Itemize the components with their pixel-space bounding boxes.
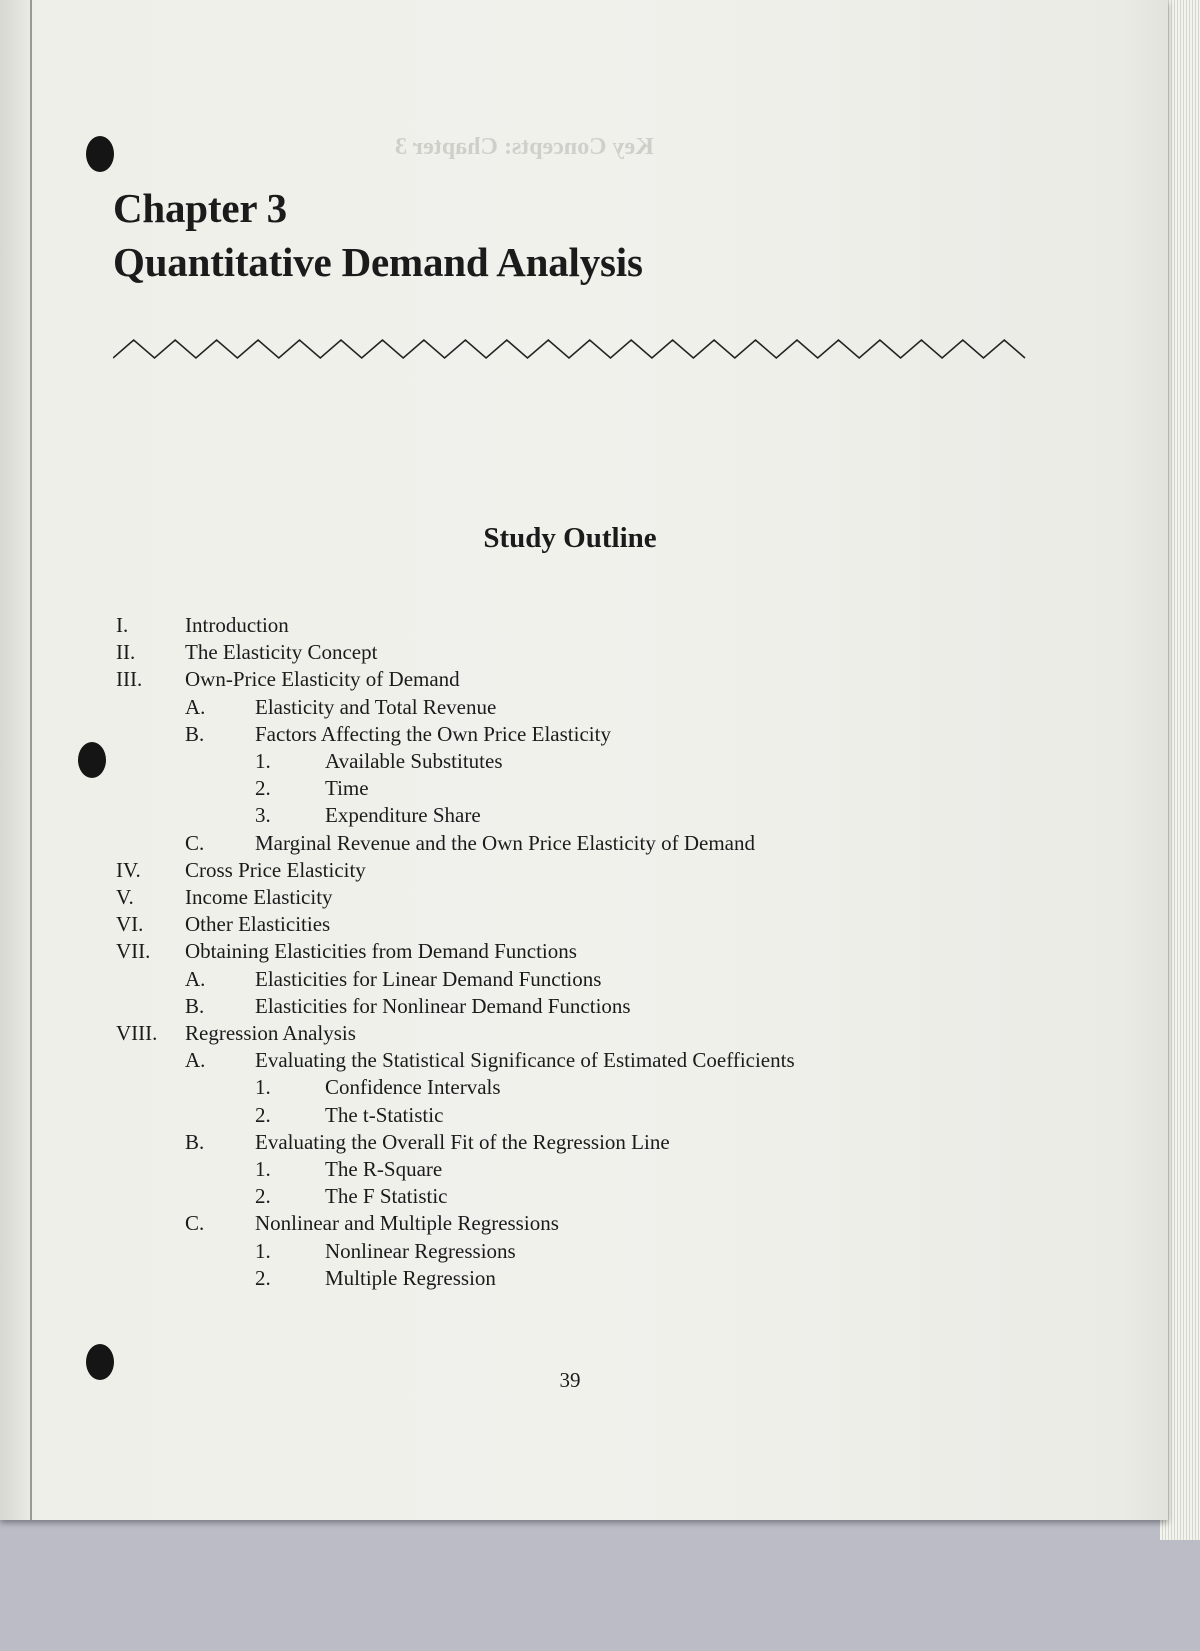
outline-item-label: A. xyxy=(185,966,206,991)
outline-item-label: IV. xyxy=(116,857,141,882)
zigzag-divider xyxy=(113,338,1028,362)
outline-item-label: 2. xyxy=(255,1265,271,1290)
outline-item-text: Cross Price Elasticity xyxy=(185,857,366,882)
outline-heading: Study Outline xyxy=(483,522,657,554)
outline-item-label: 1. xyxy=(255,1157,271,1181)
outline-item-text: Available Substitutes xyxy=(325,749,503,773)
outline-item-label: B. xyxy=(185,1129,205,1154)
outline-item-label: 2. xyxy=(255,1102,271,1127)
outline-item-text: Confidence Intervals xyxy=(325,1075,501,1100)
outline-item-text: Other Elasticities xyxy=(185,912,331,937)
outline-item-text: Nonlinear Regressions xyxy=(325,1238,516,1263)
outline-item-label: B. xyxy=(185,721,205,746)
outline-item-label: V. xyxy=(116,885,134,909)
outline-item-label: VII. xyxy=(116,939,151,964)
outline-item-label: C. xyxy=(185,1211,205,1236)
outline-item-label: II. xyxy=(116,640,136,665)
outline-item-text: Elasticities for Linear Demand Functions xyxy=(255,966,602,991)
outline-item-text: Regression Analysis xyxy=(185,1021,356,1045)
outline-item-text: The t-Statistic xyxy=(325,1102,444,1127)
outline-item-text: Marginal Revenue and the Own Price Elasticity of Demand xyxy=(255,830,755,855)
outline-item-text: The F Statistic xyxy=(325,1184,448,1209)
outline-item-label: 1. xyxy=(255,1238,271,1263)
outline-item-text: Income Elasticity xyxy=(185,885,333,909)
outline-item-label: VIII. xyxy=(116,1021,158,1045)
outline-item-text: Evaluating the Overall Fit of the Regression Line xyxy=(255,1129,670,1154)
outline-item-label: A. xyxy=(185,694,206,719)
outline-item-label: VI. xyxy=(116,912,144,937)
table-surface xyxy=(0,1515,1200,1651)
outline-item-label: 1. xyxy=(255,1075,271,1100)
outline-item-text: Elasticity and Total Revenue xyxy=(255,694,497,719)
outline-item-text: Expenditure Share xyxy=(325,803,481,828)
page-number: 39 xyxy=(559,1368,581,1392)
outline-item-label: B. xyxy=(185,993,205,1018)
outline-item-text: Multiple Regression xyxy=(325,1265,496,1290)
outline-item-label: 1. xyxy=(255,749,271,773)
outline-item-text: Factors Affecting the Own Price Elasticity xyxy=(255,721,611,746)
punch-hole-top xyxy=(86,136,114,172)
outline-item-text: Introduction xyxy=(185,613,289,637)
outline-item-label: C. xyxy=(185,830,205,855)
outline-item-label: 3. xyxy=(255,803,271,828)
chapter-number: Chapter 3 xyxy=(113,185,287,231)
outline-item-label: III. xyxy=(116,667,143,692)
outline-item-text: The Elasticity Concept xyxy=(185,640,378,665)
outline-item-text: Nonlinear and Multiple Regressions xyxy=(255,1211,559,1236)
outline-item-text: The R-Square xyxy=(325,1157,443,1181)
study-outline xyxy=(0,613,1160,1303)
outline-item-label: 2. xyxy=(255,776,271,801)
outline-item-label: A. xyxy=(185,1048,206,1073)
outline-item-text: Obtaining Elasticities from Demand Functions xyxy=(185,939,577,964)
outline-item-text: Elasticities for Nonlinear Demand Functions xyxy=(255,993,631,1018)
outline-item-text: Own-Price Elasticity of Demand xyxy=(185,667,460,692)
outline-item-label: I. xyxy=(116,613,129,637)
show-through-heading: Key Concepts: Chapter 3 xyxy=(395,134,654,160)
chapter-title: Quantitative Demand Analysis xyxy=(113,239,643,285)
outline-item-text: Time xyxy=(325,776,369,801)
outline-item-label: 2. xyxy=(255,1184,271,1209)
outline-item-text: Evaluating the Statistical Significance of Estimated Coefficients xyxy=(255,1048,795,1073)
